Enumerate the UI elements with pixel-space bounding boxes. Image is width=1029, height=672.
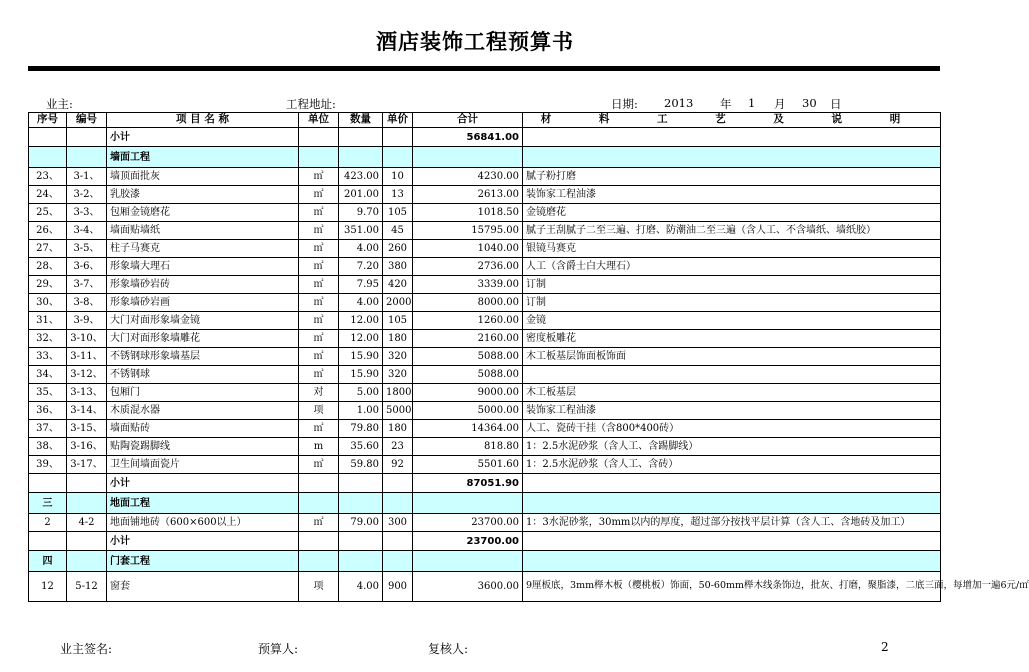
cell-materials-note: 装饰家工程油漆 <box>523 402 941 420</box>
cell-quantity: 4.00 <box>339 294 383 312</box>
cell-unit: ㎡ <box>299 366 339 384</box>
table-row <box>29 366 941 384</box>
cell-price: 105 <box>383 312 413 330</box>
cell-quantity <box>339 493 383 514</box>
table-row <box>29 572 941 602</box>
cell-price: 300 <box>383 514 413 532</box>
cell-price <box>383 551 413 572</box>
table-row <box>29 348 941 366</box>
cell-item-name: 墙顶面批灰 <box>107 168 299 186</box>
cell-quantity: 4.00 <box>339 572 383 602</box>
cell-seq: 37、 <box>29 420 67 438</box>
cell-quantity: 15.90 <box>339 348 383 366</box>
cell-unit: ㎡ <box>299 240 339 258</box>
cell-code <box>67 147 107 168</box>
cell-total: 2613.00 <box>413 186 523 204</box>
cell-code <box>67 532 107 551</box>
cell-unit <box>299 493 339 514</box>
cell-unit: 对 <box>299 384 339 402</box>
cell-price: 420 <box>383 276 413 294</box>
cell-code: 3-9、 <box>67 312 107 330</box>
cell-price: 45 <box>383 222 413 240</box>
cell-item-name: 柱子马赛克 <box>107 240 299 258</box>
cell-price: 23 <box>383 438 413 456</box>
cell-code: 3-2、 <box>67 186 107 204</box>
cell-total: 2160.00 <box>413 330 523 348</box>
table-row <box>29 294 941 312</box>
cell-item-name: 大门对面形象墙雕花 <box>107 330 299 348</box>
cell-price: 260 <box>383 240 413 258</box>
title-divider <box>28 66 940 71</box>
cell-seq: 31、 <box>29 312 67 330</box>
cell-materials-note <box>523 366 941 384</box>
cell-quantity: 15.90 <box>339 366 383 384</box>
header-code: 编号 <box>67 113 107 128</box>
cell-unit: 项 <box>299 402 339 420</box>
budget-table <box>28 112 1029 602</box>
cell-code: 4-2 <box>67 514 107 532</box>
cell-unit <box>299 147 339 168</box>
cell-quantity: 1.00 <box>339 402 383 420</box>
table-row <box>29 258 941 276</box>
table-row <box>29 384 941 402</box>
cell-unit: ㎡ <box>299 456 339 474</box>
reviewer-label: 复核人: <box>428 642 469 656</box>
cell-item-name: 乳胶漆 <box>107 186 299 204</box>
cell-price: 380 <box>383 258 413 276</box>
cell-quantity <box>339 147 383 168</box>
cell-total: 3339.00 <box>413 276 523 294</box>
cell-total: 14364.00 <box>413 420 523 438</box>
cell-seq: 29、 <box>29 276 67 294</box>
cell-quantity: 35.60 <box>339 438 383 456</box>
header-total: 合计 <box>413 113 523 128</box>
cell-seq: 38、 <box>29 438 67 456</box>
cell-total: 1040.00 <box>413 240 523 258</box>
cell-item-name: 大门对面形象墙金镜 <box>107 312 299 330</box>
cell-code: 3-4、 <box>67 222 107 240</box>
cell-materials-note: 人工、瓷砖干挂（含800*400砖） <box>523 420 941 438</box>
cell-quantity: 79.80 <box>339 420 383 438</box>
date-year-unit: 年 <box>720 97 732 111</box>
cell-seq: 12 <box>29 572 67 602</box>
cell-item-name: 地面铺地砖（600×600以上） <box>107 514 299 532</box>
cell-seq <box>29 128 67 147</box>
cell-code: 3-12、 <box>67 366 107 384</box>
cell-item-name: 不锈钢球 <box>107 366 299 384</box>
cell-quantity: 7.20 <box>339 258 383 276</box>
cell-code: 3-17、 <box>67 456 107 474</box>
cell-item-name: 形象墙大理石 <box>107 258 299 276</box>
cell-code <box>67 128 107 147</box>
cell-price: 10 <box>383 168 413 186</box>
cell-code: 3-13、 <box>67 384 107 402</box>
cell-code: 3-10、 <box>67 330 107 348</box>
section-row <box>29 493 941 514</box>
cell-unit <box>299 551 339 572</box>
cell-total <box>413 493 523 514</box>
cell-code: 3-1、 <box>67 168 107 186</box>
table-header-row <box>29 113 941 128</box>
cell-code: 3-7、 <box>67 276 107 294</box>
table-row <box>29 186 941 204</box>
cell-item-name: 包厢门 <box>107 384 299 402</box>
cell-total: 818.80 <box>413 438 523 456</box>
cell-materials-note: 装饰家工程油漆 <box>523 186 941 204</box>
cell-unit <box>299 128 339 147</box>
table-row <box>29 222 941 240</box>
cell-materials-note: 金镜 <box>523 312 941 330</box>
cell-seq: 23、 <box>29 168 67 186</box>
cell-total: 4230.00 <box>413 168 523 186</box>
date-month: 1 <box>748 96 756 110</box>
cell-materials-note <box>523 474 941 493</box>
cell-unit: ㎡ <box>299 222 339 240</box>
cell-materials-note: 订制 <box>523 276 941 294</box>
owner-label: 业主: <box>46 97 73 111</box>
table-row <box>29 456 941 474</box>
cell-unit: ㎡ <box>299 514 339 532</box>
cell-unit <box>299 474 339 493</box>
cell-code: 3-15、 <box>67 420 107 438</box>
cell-unit: ㎡ <box>299 204 339 222</box>
section-number: 三 <box>29 493 67 514</box>
cell-quantity: 59.80 <box>339 456 383 474</box>
subtotal-label: 小计 <box>107 532 299 551</box>
cell-seq: 32、 <box>29 330 67 348</box>
table-row <box>29 420 941 438</box>
date-label: 日期: <box>611 97 638 111</box>
cell-item-name: 墙面贴砖 <box>107 420 299 438</box>
cell-total: 3600.00 <box>413 572 523 602</box>
cell-total: 1260.00 <box>413 312 523 330</box>
cell-seq: 33、 <box>29 348 67 366</box>
cell-code: 3-11、 <box>67 348 107 366</box>
cell-seq: 24、 <box>29 186 67 204</box>
cell-unit: 项 <box>299 572 339 602</box>
cell-unit: ㎡ <box>299 312 339 330</box>
cell-price <box>383 128 413 147</box>
cell-item-name: 包厢金镜磨花 <box>107 204 299 222</box>
cell-total: 5088.00 <box>413 366 523 384</box>
cell-code: 3-5、 <box>67 240 107 258</box>
date-month-unit: 月 <box>774 97 786 111</box>
cell-materials-note: 1：2.5水泥砂浆（含人工、含踢脚线） <box>523 438 941 456</box>
cell-total: 9000.00 <box>413 384 523 402</box>
cell-quantity: 4.00 <box>339 240 383 258</box>
subtotal-row <box>29 532 941 551</box>
cell-item-name: 贴陶瓷踢脚线 <box>107 438 299 456</box>
header-price: 单价 <box>383 113 413 128</box>
cell-code: 3-6、 <box>67 258 107 276</box>
cell-quantity: 351.00 <box>339 222 383 240</box>
cell-code: 3-14、 <box>67 402 107 420</box>
subtotal-amount: 56841.00 <box>413 128 523 147</box>
cell-total: 5501.60 <box>413 456 523 474</box>
date-day: 30 <box>802 96 817 110</box>
cell-seq: 2 <box>29 514 67 532</box>
cell-materials-note: 金镜磨花 <box>523 204 941 222</box>
header-item-name: 项 目 名 称 <box>107 113 299 128</box>
table-row <box>29 330 941 348</box>
cell-seq: 35、 <box>29 384 67 402</box>
cell-item-name: 窗套 <box>107 572 299 602</box>
cell-quantity: 79.00 <box>339 514 383 532</box>
cell-materials-note <box>523 493 941 514</box>
cell-total: 15795.00 <box>413 222 523 240</box>
cell-price: 180 <box>383 420 413 438</box>
section-title: 门套工程 <box>107 551 299 572</box>
cell-unit: ㎡ <box>299 348 339 366</box>
section-row <box>29 551 941 572</box>
cell-materials-note: 订制 <box>523 294 941 312</box>
section-title: 墙面工程 <box>107 147 299 168</box>
cell-total: 1018.50 <box>413 204 523 222</box>
cell-quantity: 12.00 <box>339 312 383 330</box>
cell-code: 5-12 <box>67 572 107 602</box>
cell-code <box>67 474 107 493</box>
cell-materials-note: 木工板基层饰面板饰面 <box>523 348 941 366</box>
cell-seq: 36、 <box>29 402 67 420</box>
cell-quantity: 7.95 <box>339 276 383 294</box>
cell-seq: 25、 <box>29 204 67 222</box>
cell-materials-note: 9厘板底，3mm榉木板（樱桃板）饰面，50-60mm榉木线条饰边，批灰、打磨，聚脂漆，二底三面，每增加一遍6元/㎡ <box>523 572 941 602</box>
cell-price: 2000 <box>383 294 413 312</box>
cell-seq <box>29 532 67 551</box>
cell-code: 3-8、 <box>67 294 107 312</box>
cell-total <box>413 551 523 572</box>
page-number: 2 <box>881 640 889 654</box>
cell-price: 320 <box>383 348 413 366</box>
section-row <box>29 147 941 168</box>
subtotal-row <box>29 474 941 493</box>
table-body <box>29 128 1029 602</box>
section-number <box>29 147 67 168</box>
cell-unit <box>299 532 339 551</box>
cell-total: 23700.00 <box>413 514 523 532</box>
cell-seq: 28、 <box>29 258 67 276</box>
cell-price <box>383 474 413 493</box>
table-row <box>29 240 941 258</box>
cell-quantity <box>339 474 383 493</box>
cell-total: 5088.00 <box>413 348 523 366</box>
table-row <box>29 514 941 532</box>
cell-item-name: 不锈钢球形象墙基层 <box>107 348 299 366</box>
cell-price <box>383 147 413 168</box>
cell-total: 2736.00 <box>413 258 523 276</box>
cell-unit: ㎡ <box>299 276 339 294</box>
section-title: 地面工程 <box>107 493 299 514</box>
cell-price: 105 <box>383 204 413 222</box>
cell-quantity: 5.00 <box>339 384 383 402</box>
section-number: 四 <box>29 551 67 572</box>
header-quantity: 数量 <box>339 113 383 128</box>
table-row <box>29 402 941 420</box>
cell-unit: ㎡ <box>299 294 339 312</box>
cell-total: 8000.00 <box>413 294 523 312</box>
header-materials-notes: 材 料 工 艺 及 说 明 <box>523 113 941 128</box>
subtotal-label: 小计 <box>107 128 299 147</box>
cell-unit: ㎡ <box>299 168 339 186</box>
table-row <box>29 204 941 222</box>
header-unit: 单位 <box>299 113 339 128</box>
cell-quantity <box>339 532 383 551</box>
cell-quantity: 9.70 <box>339 204 383 222</box>
cell-quantity: 12.00 <box>339 330 383 348</box>
cell-materials-note <box>523 532 941 551</box>
cell-item-name: 卫生间墙面瓷片 <box>107 456 299 474</box>
table-row <box>29 438 941 456</box>
cell-unit: ㎡ <box>299 420 339 438</box>
cell-code: 3-16、 <box>67 438 107 456</box>
cell-materials-note: 木工板基层 <box>523 384 941 402</box>
date-year: 2013 <box>664 96 694 110</box>
cell-code: 3-3、 <box>67 204 107 222</box>
header-seq: 序号 <box>29 113 67 128</box>
cell-materials-note <box>523 128 941 147</box>
cell-materials-note: 腻子粉打磨 <box>523 168 941 186</box>
cell-price: 92 <box>383 456 413 474</box>
cell-unit: ㎡ <box>299 258 339 276</box>
table-row <box>29 168 941 186</box>
cell-total <box>413 147 523 168</box>
subtotal-amount: 23700.00 <box>413 532 523 551</box>
estimator-label: 预算人: <box>258 642 299 656</box>
cell-item-name: 墙面贴墙纸 <box>107 222 299 240</box>
cell-seq <box>29 474 67 493</box>
cell-quantity <box>339 128 383 147</box>
cell-item-name: 木质混水器 <box>107 402 299 420</box>
cell-code <box>67 551 107 572</box>
cell-seq: 26、 <box>29 222 67 240</box>
cell-item-name: 形象墙砂岩砖 <box>107 276 299 294</box>
cell-materials-note: 1：3水泥砂浆，30mm以内的厚度，超过部分按找平层计算（含人工、含地砖及加工） <box>523 514 941 532</box>
cell-price: 1800 <box>383 384 413 402</box>
cell-price: 900 <box>383 572 413 602</box>
cell-seq: 34、 <box>29 366 67 384</box>
cell-materials-note <box>523 147 941 168</box>
cell-quantity: 423.00 <box>339 168 383 186</box>
table-row <box>29 312 941 330</box>
cell-price: 320 <box>383 366 413 384</box>
cell-unit: m <box>299 438 339 456</box>
cell-price: 5000 <box>383 402 413 420</box>
cell-seq: 39、 <box>29 456 67 474</box>
cell-quantity: 201.00 <box>339 186 383 204</box>
cell-materials-note: 腻子王刮腻子二至三遍、打磨、防潮油二至三遍（含人工、不含墙纸、墙纸胶） <box>523 222 941 240</box>
cell-materials-note: 1：2.5水泥砂浆（含人工、含砖） <box>523 456 941 474</box>
document-title: 酒店装饰工程预算书 <box>376 30 574 54</box>
cell-seq: 30、 <box>29 294 67 312</box>
cell-materials-note <box>523 551 941 572</box>
cell-unit: ㎡ <box>299 186 339 204</box>
cell-price: 13 <box>383 186 413 204</box>
subtotal-amount: 87051.90 <box>413 474 523 493</box>
cell-price <box>383 493 413 514</box>
cell-total: 5000.00 <box>413 402 523 420</box>
cell-unit: ㎡ <box>299 330 339 348</box>
date-day-unit: 日 <box>830 97 842 111</box>
table-row <box>29 276 941 294</box>
subtotal-label: 小计 <box>107 474 299 493</box>
cell-price <box>383 532 413 551</box>
cell-materials-note: 银镜马赛克 <box>523 240 941 258</box>
cell-item-name: 形象墙砂岩画 <box>107 294 299 312</box>
cell-materials-note: 人工（含爵士白大理石） <box>523 258 941 276</box>
cell-price: 180 <box>383 330 413 348</box>
cell-code <box>67 493 107 514</box>
owner-signature-label: 业主签名: <box>60 642 113 656</box>
address-label: 工程地址: <box>286 97 336 111</box>
cell-materials-note: 密度板雕花 <box>523 330 941 348</box>
subtotal-row <box>29 128 941 147</box>
cell-seq: 27、 <box>29 240 67 258</box>
cell-quantity <box>339 551 383 572</box>
